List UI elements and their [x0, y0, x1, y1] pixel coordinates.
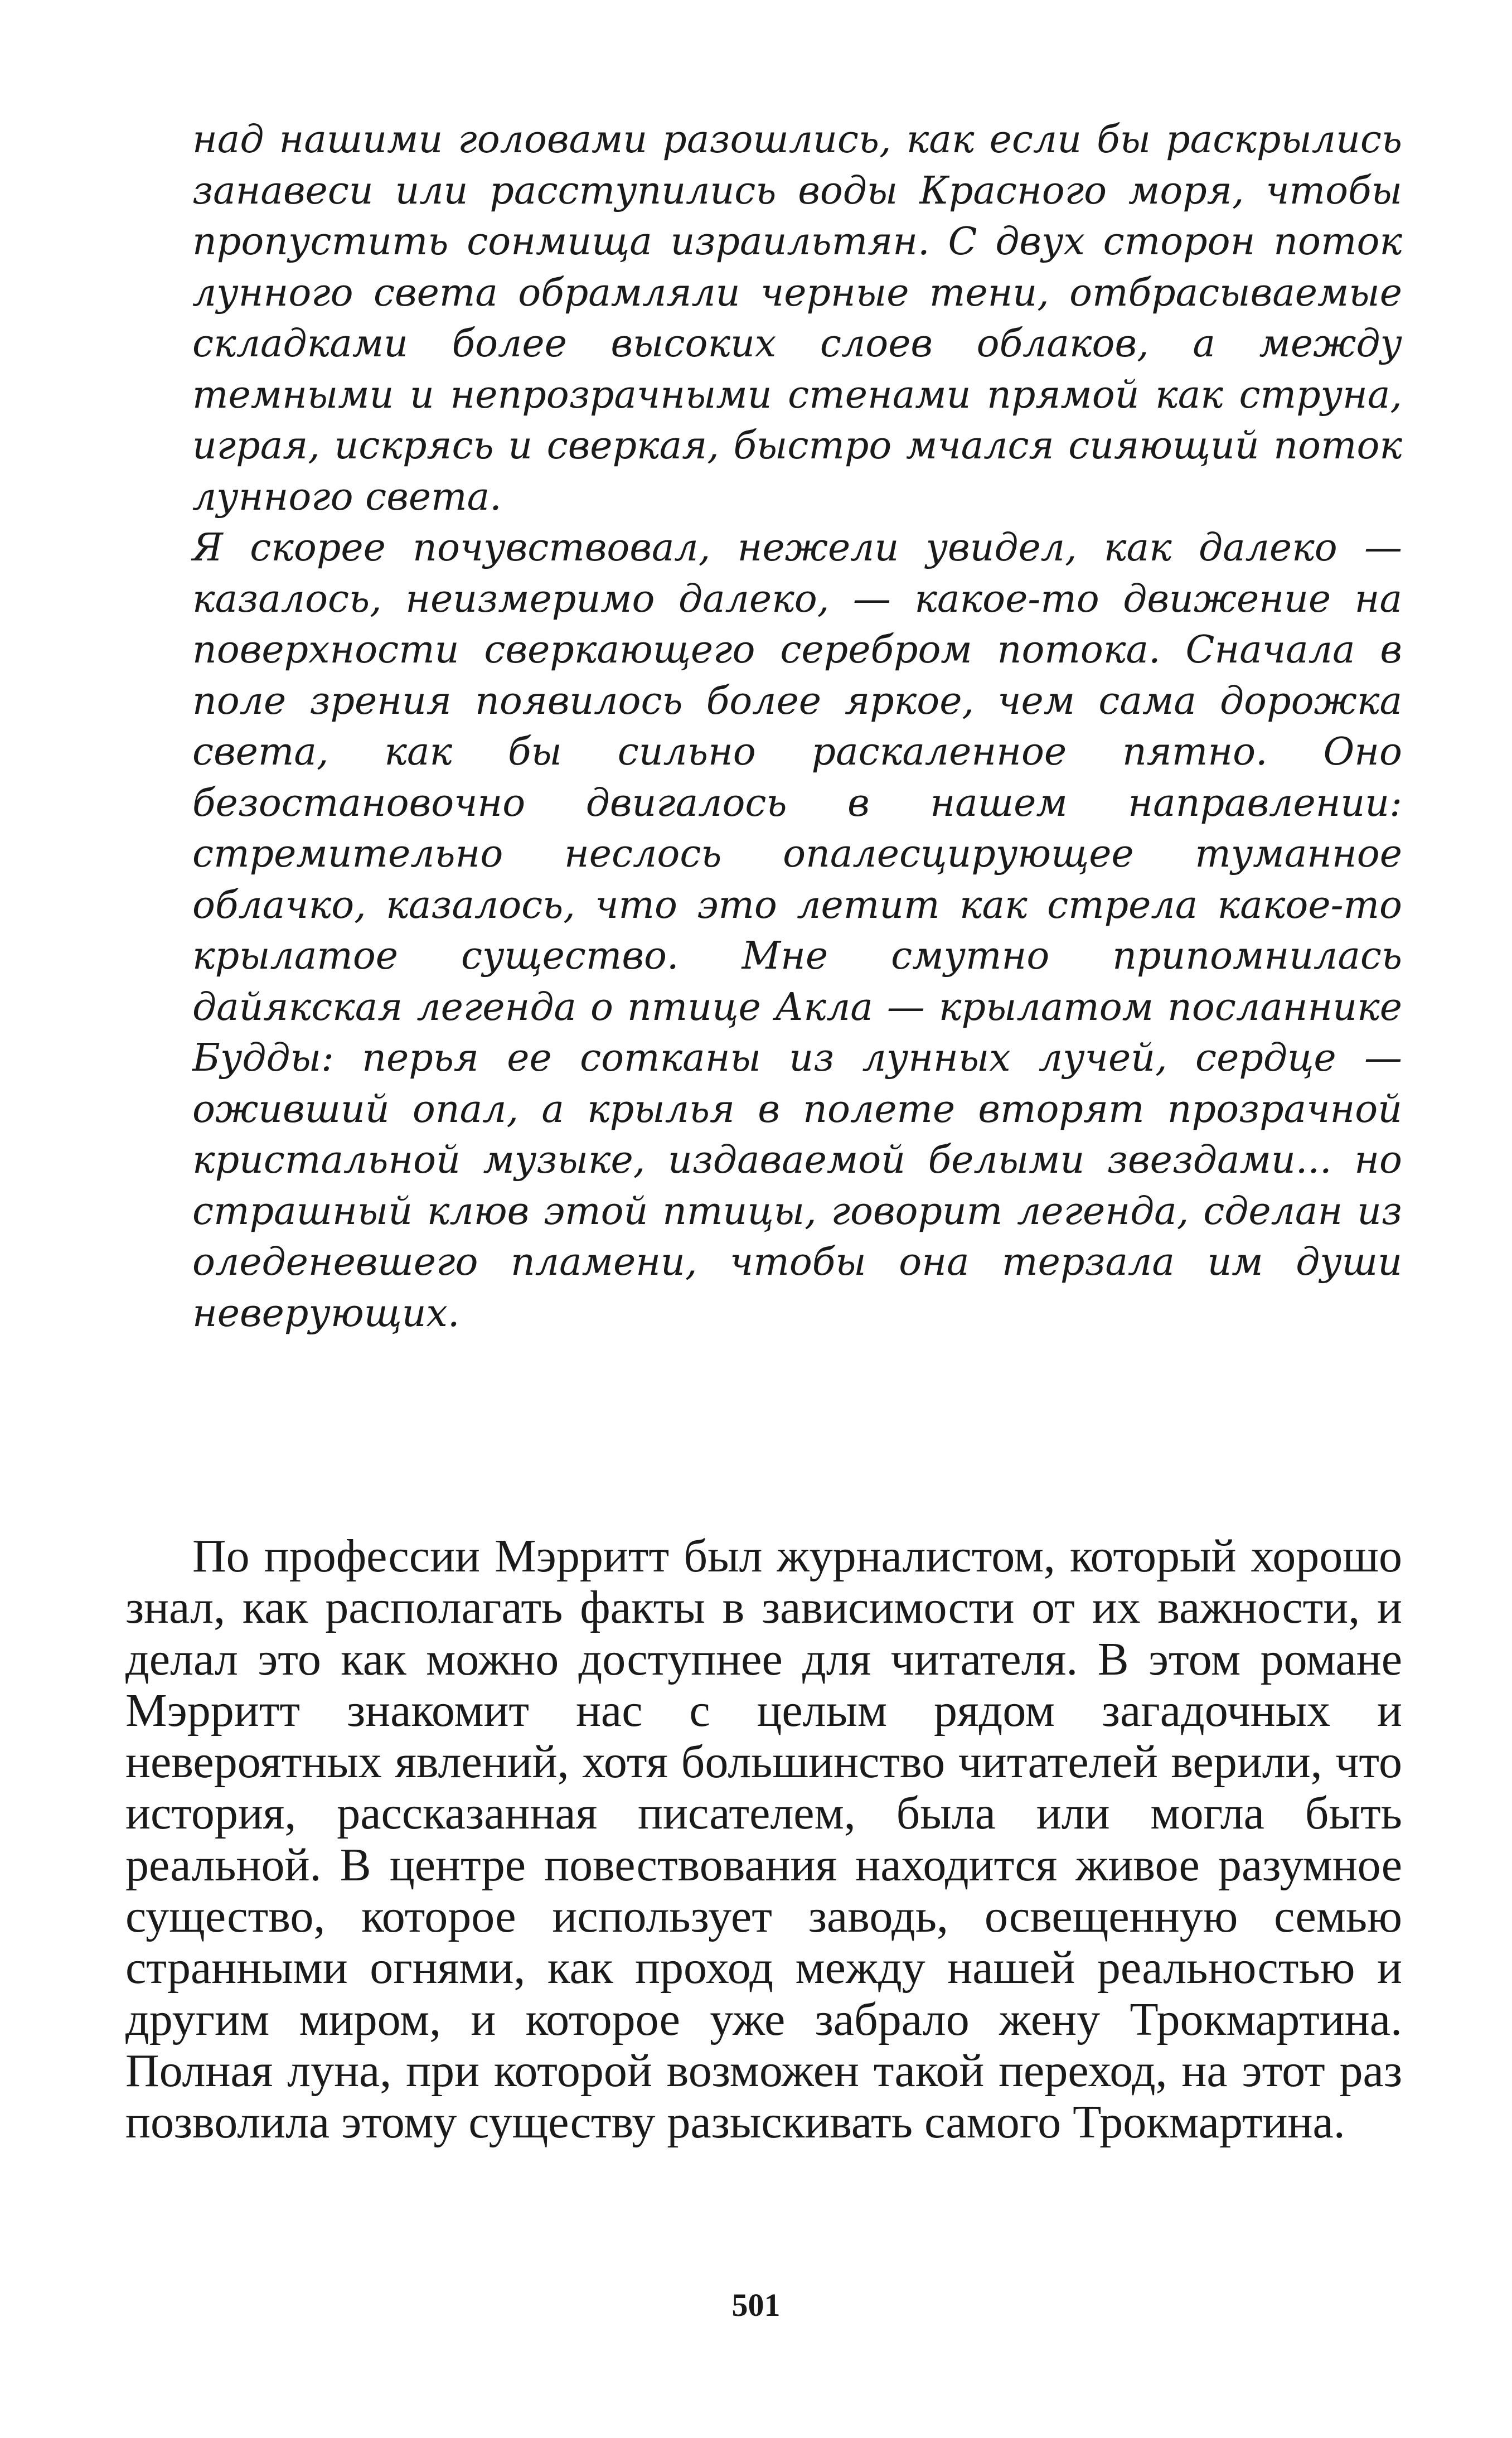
quote-paragraph-2: Я скорее почувствовал, нежели увидел, как далеко — казалось, неизмеримо далеко, — какое-то движение на поверхности сверкающего серебром потока. Сначала в поле зрения появилось более яркое, чем сама дорожка света, как бы сильно раскаленное пятно. Оно безостановочно двигалось в нашем направлении: стремительно неслось опалесцирующее туманное облачко, казалось, что это летит как стрела какое-то крылатое существо. Мне смутно припомнилась дайякская легенда о птице Акла — крылатом посланнике Будды: перья ее сотканы из лунных лучей, сердце — оживший опал, а крылья в полете вторят прозрачной кристальной музыке, издаваемой белыми звездами... но страшный клюв этой птицы, говорит легенда, сделан из оледеневшего пламени, чтобы она терзала им души неверующих.: [192, 526, 1402, 1336]
body-text: [125, 1531, 1402, 2149]
quoted-passage: [192, 114, 1402, 1339]
body-paragraph-1: По профессии Мэрритт был журналистом, который хорошо знал, как располагать факты в зависимости от их важности, и делал это как можно доступнее для читателя. В этом романе Мэрритт знакомит нас с целым рядом загадочных и невероятных явлений, хотя большинство читателей верили, что история, рассказанная писателем, была или могла быть реальной. В центре повествования находится живое разумное существо, которое использует заводь, освещенную семью странными огнями, как проход между нашей реальностью и другим миром, и которое уже забрало жену Трокмартина. Полная луна, при которой возможен такой переход, на этот раз позволила этому существу разыскивать самого Трокмартина.: [125, 1530, 1402, 2149]
page-number: 501: [731, 2287, 781, 2323]
quote-paragraph-1: над нашими головами разошлись, как если бы раскрылись занавеси или расступились воды Красного моря, чтобы пропустить сонмища израильтян. С двух сторон поток лунного света обрамляли черные тени, отбрасываемые складками более высоких слоев облаков, а между темными и непрозрачными стенами прямой как струна, играя, искрясь и сверкая, быстро мчался сияющий поток лунного света.: [192, 118, 1402, 519]
